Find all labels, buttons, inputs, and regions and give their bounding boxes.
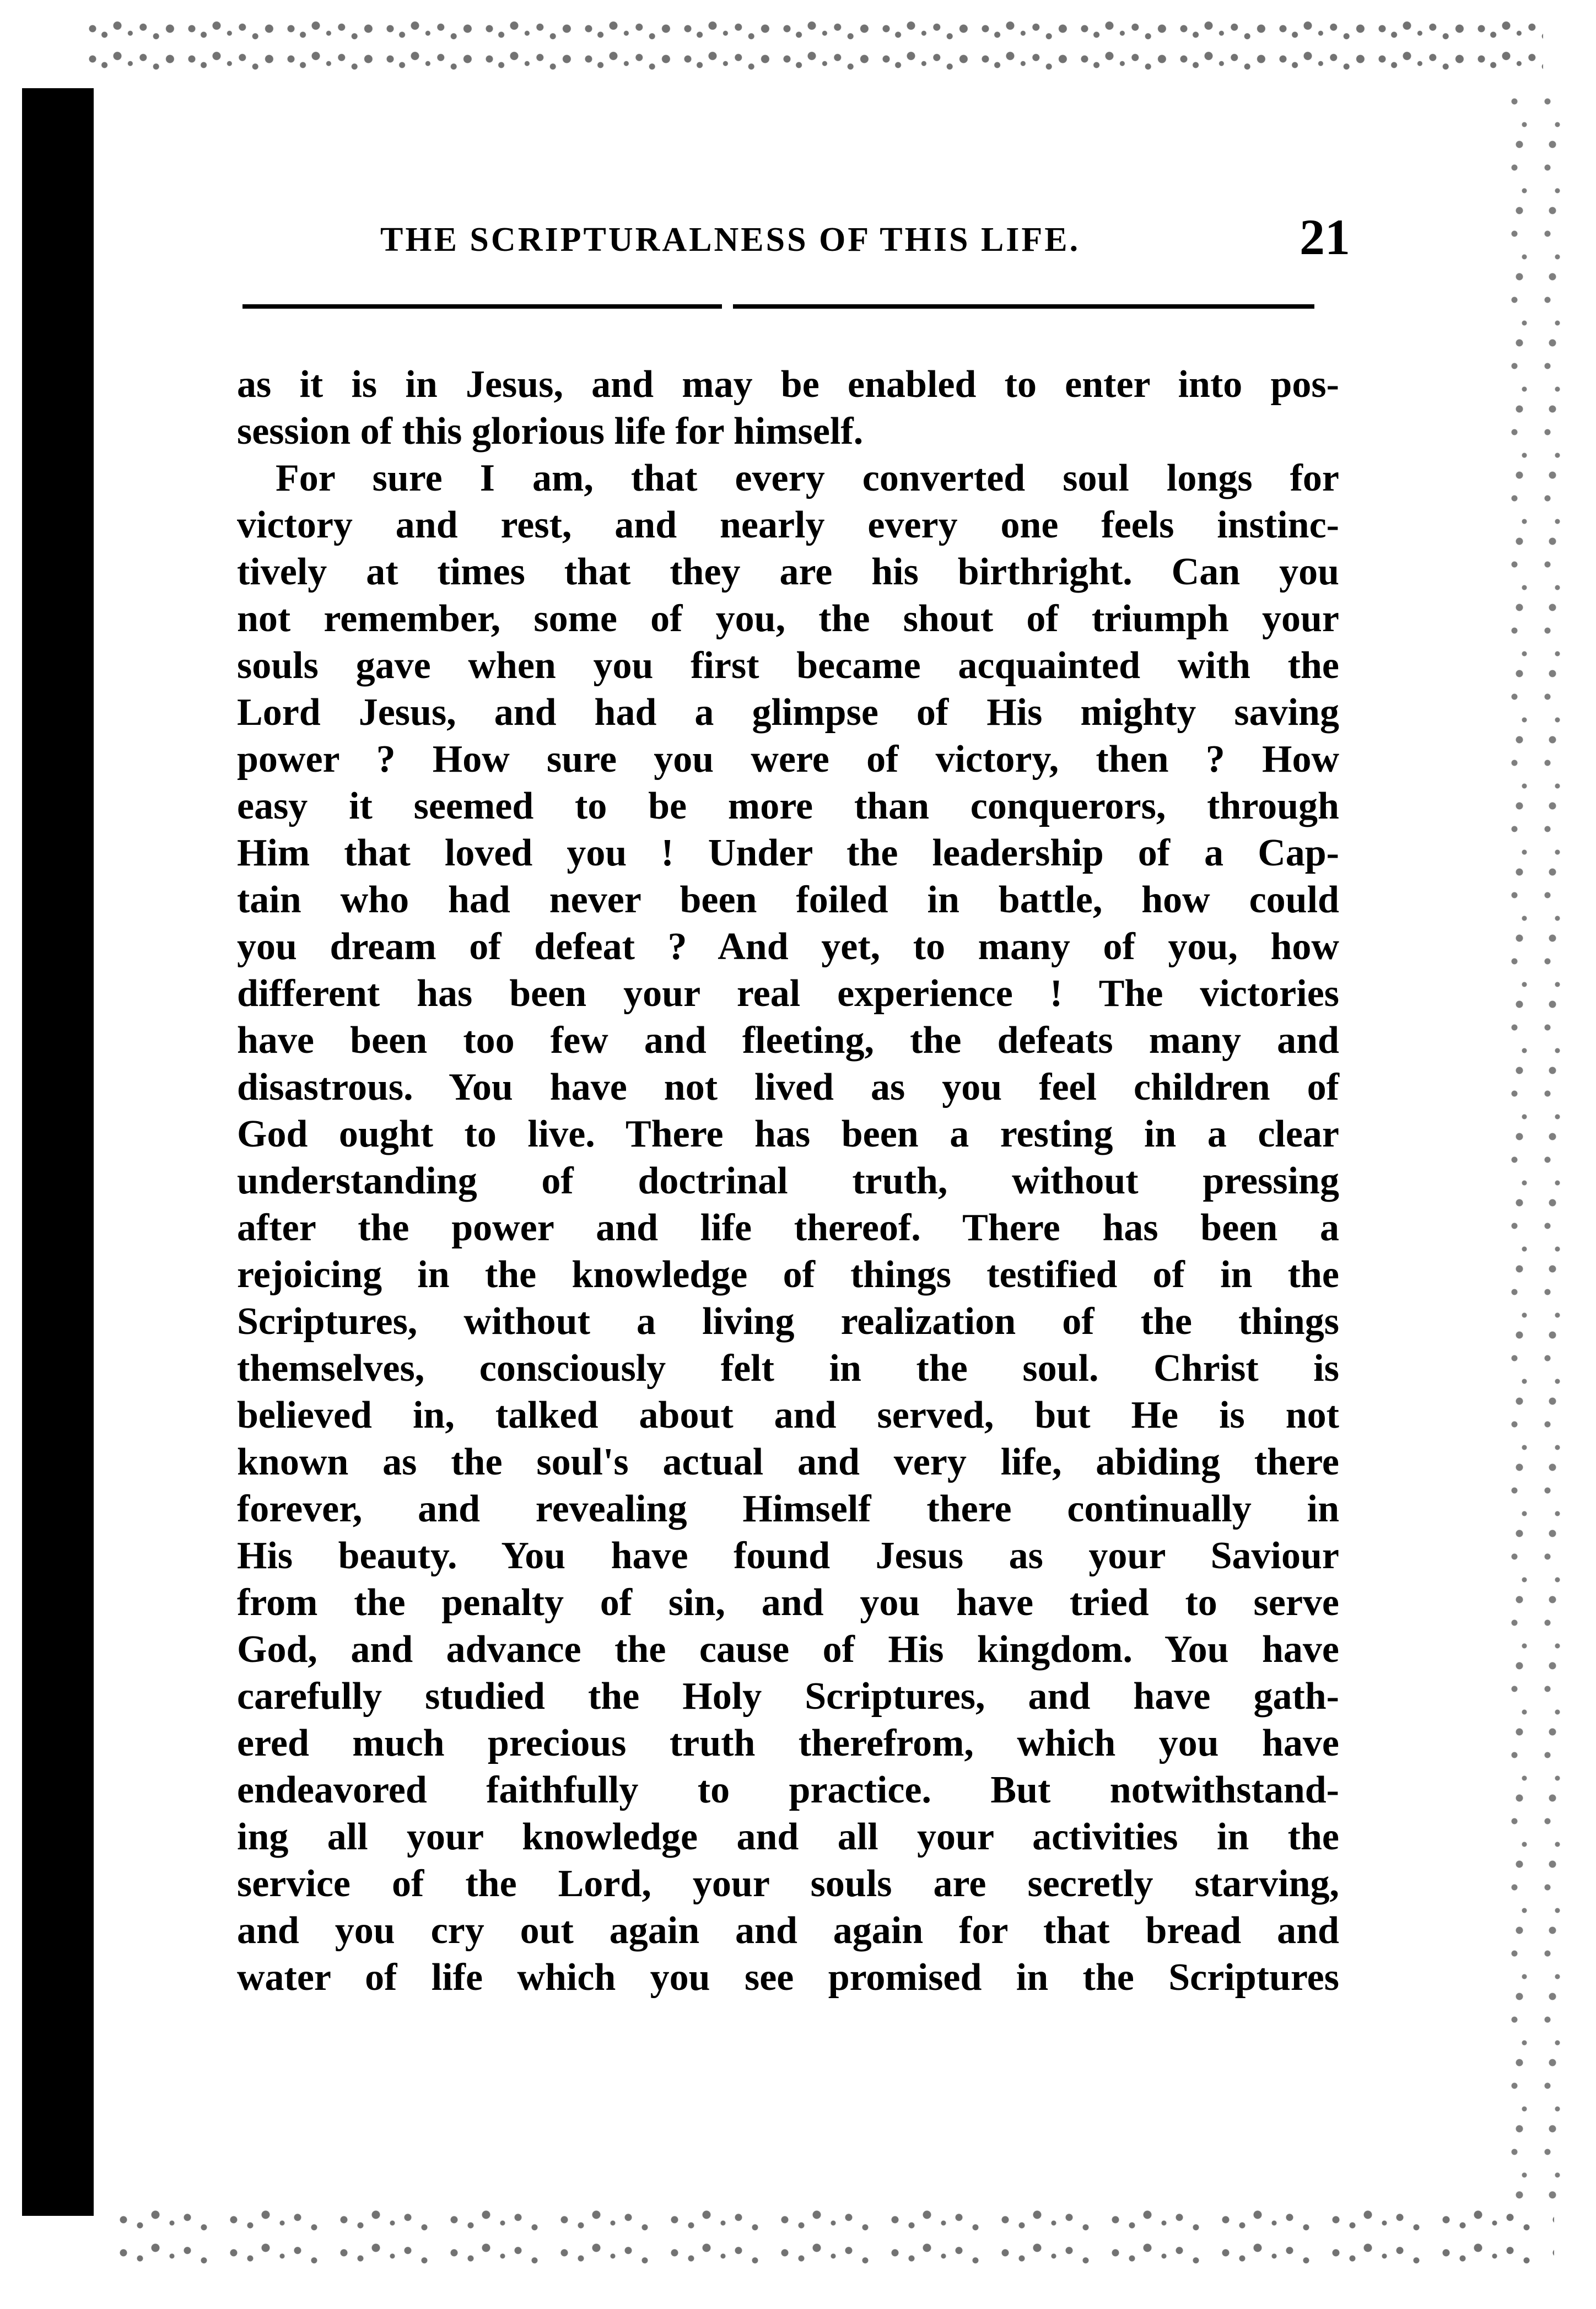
text-line: have been too few and fleeting, the defeats many and [237, 1019, 1339, 1062]
text-line: and you cry out again and again for that bread and [237, 1909, 1339, 1952]
scan-noise-right [1505, 88, 1571, 2210]
text-line: God, and advance the cause of His kingdom. You have [237, 1628, 1339, 1671]
text-line: session of this glorious life for himself. [237, 410, 864, 453]
text-line: carefully studied the Holy Scriptures, and have gath- [237, 1675, 1339, 1718]
text-line: disastrous. You have not lived as you feel children of [237, 1066, 1339, 1108]
text-line: power ? How sure you were of victory, then ? How [237, 738, 1339, 781]
text-line: souls gave when you first became acquainted with the [237, 644, 1339, 687]
text-line: Lord Jesus, and had a glimpse of His mighty saving [237, 691, 1339, 734]
text-line: known as the soul's actual and very life, abiding there [237, 1441, 1339, 1483]
text-line: believed in, talked about and served, but He is not [237, 1394, 1339, 1436]
scan-noise-top [83, 17, 1543, 77]
text-line: Him that loved you ! Under the leadership of a Cap- [237, 832, 1339, 874]
text-line: easy it seemed to be more than conquerors, through [237, 785, 1339, 827]
running-title: THE SCRIPTURALNESS OF THIS LIFE. [380, 221, 1081, 259]
scan-binding-edge [22, 88, 94, 2216]
header-rule-left [242, 304, 722, 309]
text-line: service of the Lord, your souls are secretly starving, [237, 1863, 1339, 1905]
text-line: ered much precious truth therefrom, which you have [237, 1722, 1339, 1764]
text-line: understanding of doctrinal truth, without pressing [237, 1160, 1339, 1202]
scan-noise-bottom [110, 2205, 1554, 2271]
text-line: rejoicing in the knowledge of things testified of in the [237, 1253, 1339, 1296]
text-line: after the power and life thereof. There has been a [237, 1207, 1339, 1249]
text-line: victory and rest, and nearly every one feels instinc- [237, 504, 1339, 546]
text-line: water of life which you see promised in the Scriptures [237, 1956, 1339, 1999]
text-line: different has been your real experience ! The victories [237, 972, 1339, 1015]
text-line: as it is in Jesus, and may be enabled to enter into pos- [237, 363, 1339, 406]
text-line: from the penalty of sin, and you have tried to serve [237, 1581, 1339, 1624]
page-number: 21 [1300, 209, 1350, 265]
header-rule-right [733, 304, 1314, 309]
text-line: For sure I am, that every converted soul longs for [276, 457, 1339, 499]
text-line: you dream of defeat ? And yet, to many of you, how [237, 925, 1339, 968]
text-line: endeavored faithfully to practice. But notwithstand- [237, 1769, 1339, 1811]
text-line: not remember, some of you, the shout of triumph your [237, 598, 1339, 640]
text-line: tain who had never been foiled in battle, how could [237, 879, 1339, 921]
body-text [237, 361, 1339, 2001]
text-line: tively at times that they are his birthright. Can you [237, 551, 1339, 593]
text-line: God ought to live. There has been a resting in a clear [237, 1113, 1339, 1155]
text-line: themselves, consciously felt in the soul. Christ is [237, 1347, 1339, 1390]
text-line: His beauty. You have found Jesus as your Saviour [237, 1535, 1339, 1577]
text-line: forever, and revealing Himself there continually in [237, 1488, 1339, 1530]
text-line: Scriptures, without a living realization of the things [237, 1300, 1339, 1343]
text-line: ing all your knowledge and all your activities in the [237, 1816, 1339, 1858]
